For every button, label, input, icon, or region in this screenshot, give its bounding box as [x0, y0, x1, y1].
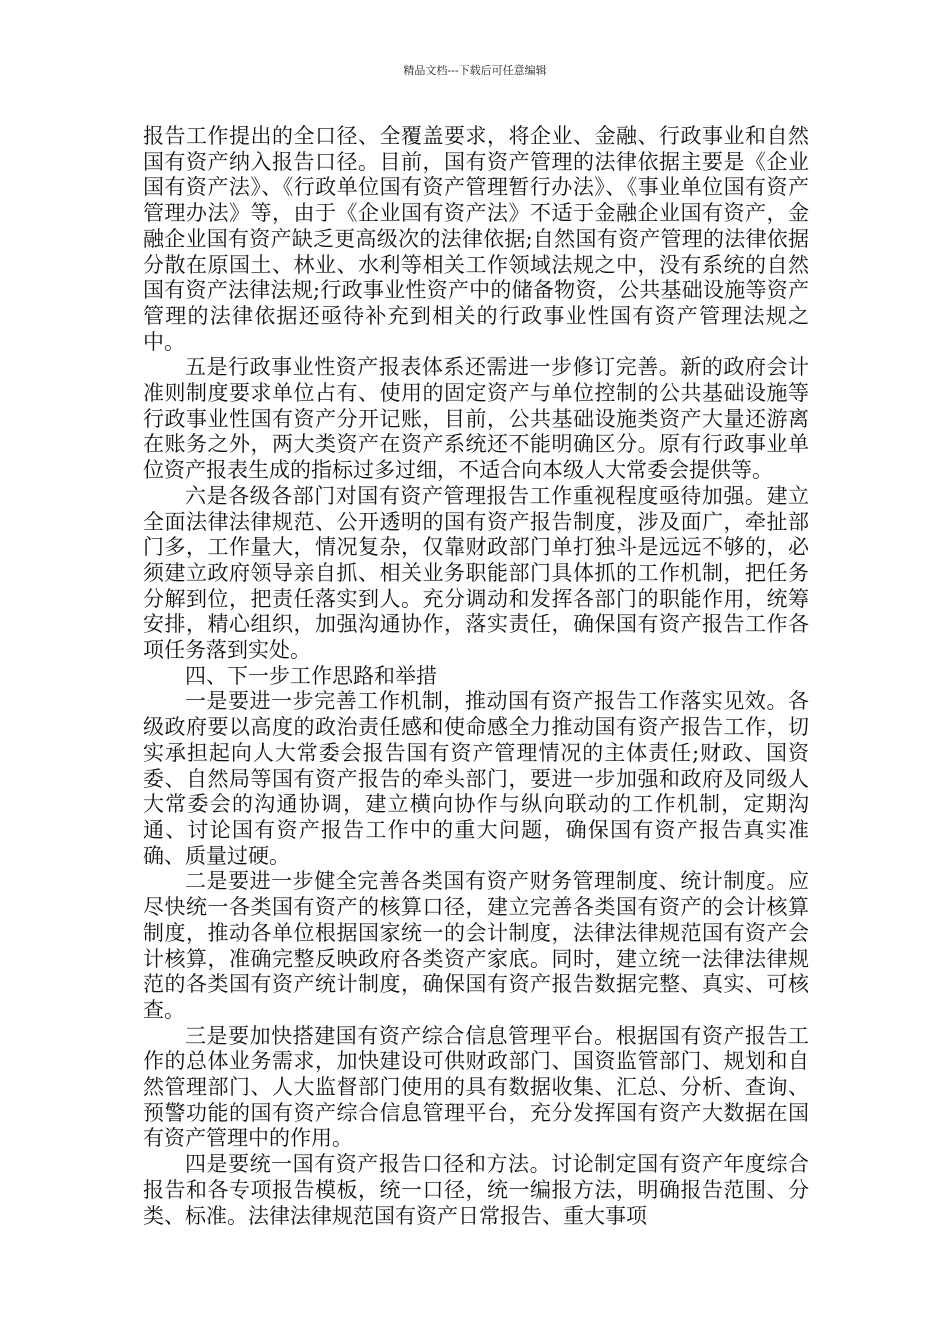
paragraph-measure-four: 四是要统一国有资产报告口径和方法。讨论制定国有资产年度综合报告和各专项报告模板，统一口径，统一编报方法，明确报告范围、分类、标准。法律法律规范国有资产日常报告、重大事项	[143, 1152, 809, 1228]
section-heading: 四、下一步工作思路和举措	[185, 663, 437, 688]
paragraph-measure-one: 一是要进一步完善工作机制，推动国有资产报告工作落实见效。各级政府要以高度的政治责任感和使命感全力推动国有资产报告工作，切实承担起向人大常委会报告国有资产管理情况的主体责任;财政、国资委、自然局等国有资产报告的牵头部门，要进一步加强和政府及同级人大常委会的沟通协调，建立横向协作与纵向联动的工作机制，定期沟通、讨论国有资产报告工作中的重大问题，确保国有资产报告真实准确、质量过硬。	[143, 689, 809, 868]
page-header: 精品文档---下载后可任意编辑	[403, 64, 547, 77]
paragraph-point-five: 五是行政事业性资产报表体系还需进一步修订完善。新的政府会计准则制度要求单位占有、使用的固定资产与单位控制的公共基础设施等行政事业性国有资产分开记账，目前，公共基础设施类资产大量还游离在账务之外，两大类资产在资产系统还不能明确区分。原有行政事业单位资产报表生成的指标过多过细，不适合向本级人大常委会提供等。	[143, 355, 809, 483]
paragraph-measure-two: 二是要进一步健全完善各类国有资产财务管理制度、统计制度。应尽快统一各类国有资产的核算口径，建立完善各类国有资产的会计核算制度，推动各单位根据国家统一的会计制度，法律法律规范国有资产会计核算，准确完整反映政府各类资产家底。同时，建立统一法律法律规范的各类国有资产统计制度，确保国有资产报告数据完整、真实、可核查。	[143, 869, 809, 1022]
paragraph-point-six: 六是各级各部门对国有资产管理报告工作重视程度亟待加强。建立全面法律法律规范、公开透明的国有资产报告制度，涉及面广，牵扯部门多，工作量大，情况复杂，仅靠财政部门单打独斗是远远不够的，必须建立政府领导亲自抓、相关业务职能部门具体抓的工作机制，把任务分解到位，把责任落实到人。充分调动和发挥各部门的职能作用，统筹安排，精心组织，加强沟通协作，落实责任，确保国有资产报告工作各项任务落到实处。	[143, 483, 809, 663]
paragraph-measure-three: 三是要加快搭建国有资产综合信息管理平台。根据国有资产报告工作的总体业务需求，加快建设可供财政部门、国资监管部门、规划和自然管理部门、人大监督部门使用的具有数据收集、汇总、分析、查询、预警功能的国有资产综合信息管理平台，充分发挥国有资产大数据在国有资产管理中的作用。	[143, 1023, 809, 1151]
paragraph-continuation: 报告工作提出的全口径、全覆盖要求，将企业、金融、行政事业和自然国有资产纳入报告口径。目前，国有资产管理的法律依据主要是《企业国有资产法》、《行政单位国有资产管理暂行办法》、《事业单位国有资产管理办法》等，由于《企业国有资产法》不适于金融企业国有资产，金融企业国有资产缺乏更高级次的法律依据;自然国有资产管理的法律依据分散在原国土、林业、水利等相关工作领域法规之中，没有系统的自然国有资产法律法规;行政事业性资产中的储备物资，公共基础设施等资产管理的法律依据还亟待补充到相关的行政事业性国有资产管理法规之中。	[143, 124, 809, 354]
document-body	[143, 124, 809, 1229]
